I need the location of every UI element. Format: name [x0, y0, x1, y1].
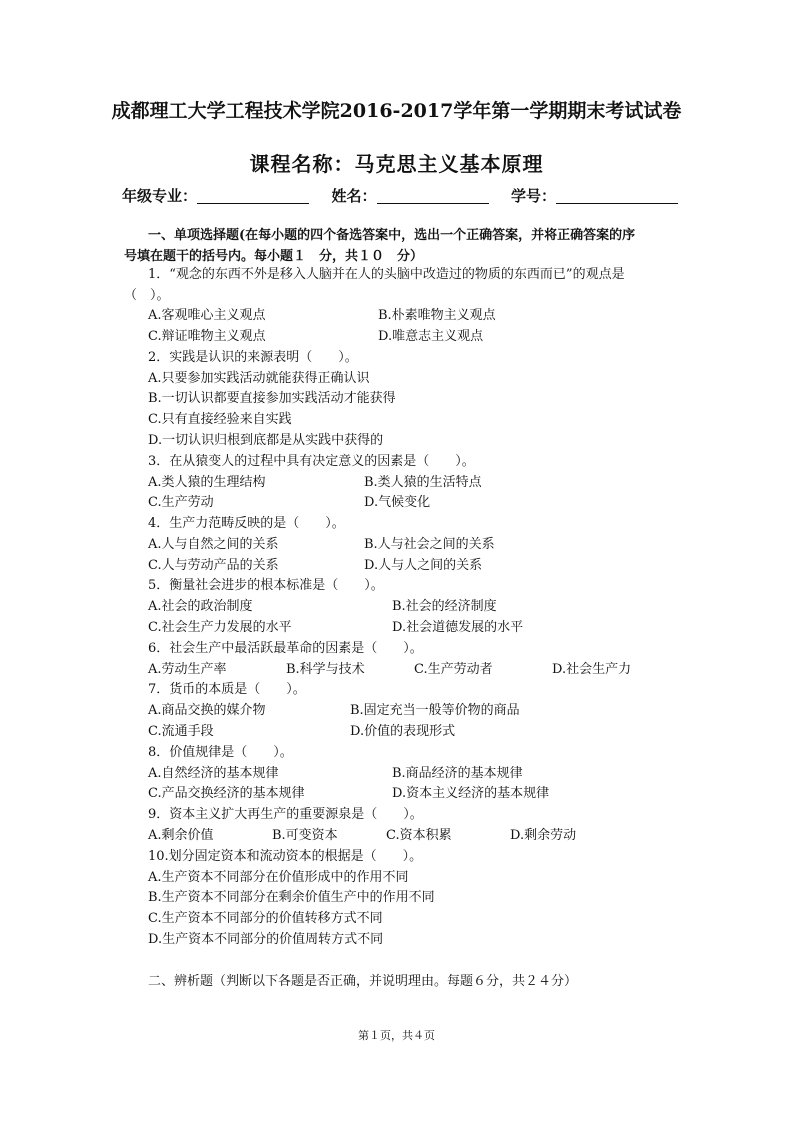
- q2-option-b: B.一切认识都要直接参加实践活动才能获得: [148, 391, 396, 406]
- q6-option-c: C.生产劳动者: [414, 662, 493, 677]
- q4-option-b: B.人与社会之间的关系: [364, 537, 495, 552]
- q5-option-b: B.社会的经济制度: [392, 599, 497, 614]
- q3-option-c: C.生产劳动: [148, 495, 214, 510]
- q10-option-a: A.生产资本不同部分在价值形成中的作用不同: [148, 870, 409, 885]
- q3-stem: 3．在从猿变人的过程中具有决定意义的因素是（ ）。: [148, 454, 475, 469]
- q7-stem: 7．货币的本质是（ ）。: [148, 682, 306, 697]
- student-info-line: [122, 185, 678, 206]
- q9-option-a: A.剩余价值: [148, 828, 214, 843]
- q7-option-a: A.商品交换的媒介物: [148, 703, 266, 718]
- student-id-blank: [556, 189, 678, 204]
- section1-title-line2: 号填在题干的括号内。每小题１ 分，共１０ 分）: [124, 249, 424, 264]
- q1-option-d: D.唯意志主义观点: [378, 329, 484, 344]
- q1-stem: 1．“观念的东西不外是移入人脑并在人的头脑中改造过的物质的东西而已”的观点是: [148, 267, 625, 282]
- q3-option-d: D.气候变化: [364, 495, 431, 510]
- q8-stem: 8．价值规律是（ ）。: [148, 745, 293, 760]
- q3-option-a: A.类人猿的生理结构: [148, 475, 266, 490]
- q1-option-b: B.朴素唯物主义观点: [378, 308, 496, 323]
- section1-title-line1: 一、单项选择题(在每小题的四个备选答案中，选出一个正确答案，并将正确答案的序: [148, 228, 636, 243]
- q10-stem: 10.划分固定资本和流动资本的根据是（ ）。: [148, 849, 423, 864]
- q4-option-a: A.人与自然之间的关系: [148, 537, 279, 552]
- name-label: 姓名：: [331, 187, 377, 205]
- q1-option-a: A.客观唯心主义观点: [148, 308, 266, 323]
- grade-major-blank: [197, 189, 309, 204]
- q2-option-d: D.一切认识归根到底都是从实践中获得的: [148, 433, 384, 448]
- q10-option-d: D.生产资本不同部分的价值周转方式不同: [148, 932, 384, 947]
- q2-option-c: C.只有直接经验来自实践: [148, 412, 292, 427]
- q5-stem: 5．衡量社会进步的根本标准是（ ）。: [148, 578, 384, 593]
- q1-option-c: C.辩证唯物主义观点: [148, 329, 266, 344]
- q2-stem: 2．实践是认识的来源表明（ ）。: [148, 350, 358, 365]
- grade-major-label: 年级专业：: [122, 187, 198, 205]
- q7-option-d: D.价值的表现形式: [350, 724, 456, 739]
- course-name: 课程名称：马克思主义基本原理: [249, 152, 544, 176]
- q9-option-b: B.可变资本: [272, 828, 338, 843]
- q8-option-c: C.产品交换经济的基本规律: [148, 786, 305, 801]
- q8-option-b: B.商品经济的基本规律: [392, 766, 523, 781]
- q9-option-c: C.资本积累: [386, 828, 452, 843]
- q4-stem: 4．生产力范畴反映的是（ ）。: [148, 516, 345, 531]
- q9-option-d: D.剩余劳动: [510, 828, 577, 843]
- q6-option-d: D.社会生产力: [552, 662, 632, 677]
- q6-stem: 6．社会生产中最活跃最革命的因素是（ ）。: [148, 641, 423, 656]
- q9-stem: 9．资本主义扩大再生产的重要源泉是（ ）。: [148, 807, 423, 822]
- q6-option-a: A.劳动生产率: [148, 662, 227, 677]
- q1-stem-cont: （ ）。: [124, 288, 170, 303]
- q5-option-a: A.社会的政治制度: [148, 599, 253, 614]
- q4-option-d: D.人与人之间的关系: [364, 558, 483, 573]
- name-blank: [377, 189, 489, 204]
- exam-title: 成都理工大学工程技术学院2016-2017学年第一学期期末考试试卷: [111, 100, 682, 122]
- page-number: 第１页，共４页: [358, 1029, 435, 1042]
- q8-option-a: A.自然经济的基本规律: [148, 766, 279, 781]
- q3-option-b: B.类人猿的生活特点: [364, 475, 482, 490]
- student-id-label: 学号：: [510, 187, 556, 205]
- q4-option-c: C.人与劳动产品的关系: [148, 558, 279, 573]
- q7-option-b: B.固定充当一般等价物的商品: [350, 703, 520, 718]
- q5-option-c: C.社会生产力发展的水平: [148, 620, 292, 635]
- q2-option-a: A.只要参加实践活动就能获得正确认识: [148, 371, 370, 386]
- q8-option-d: D.资本主义经济的基本规律: [392, 786, 550, 801]
- section2-title: 二、辨析题（判断以下各题是否正确，并说明理由。每题６分，共２４分）: [148, 974, 578, 989]
- q10-option-c: C.生产资本不同部分的价值转移方式不同: [148, 911, 383, 926]
- q10-option-b: B.生产资本不同部分在剩余价值生产中的作用不同: [148, 890, 435, 905]
- q7-option-c: C.流通手段: [148, 724, 214, 739]
- q5-option-d: D.社会道德发展的水平: [392, 620, 524, 635]
- q6-option-b: B.科学与技术: [286, 662, 365, 677]
